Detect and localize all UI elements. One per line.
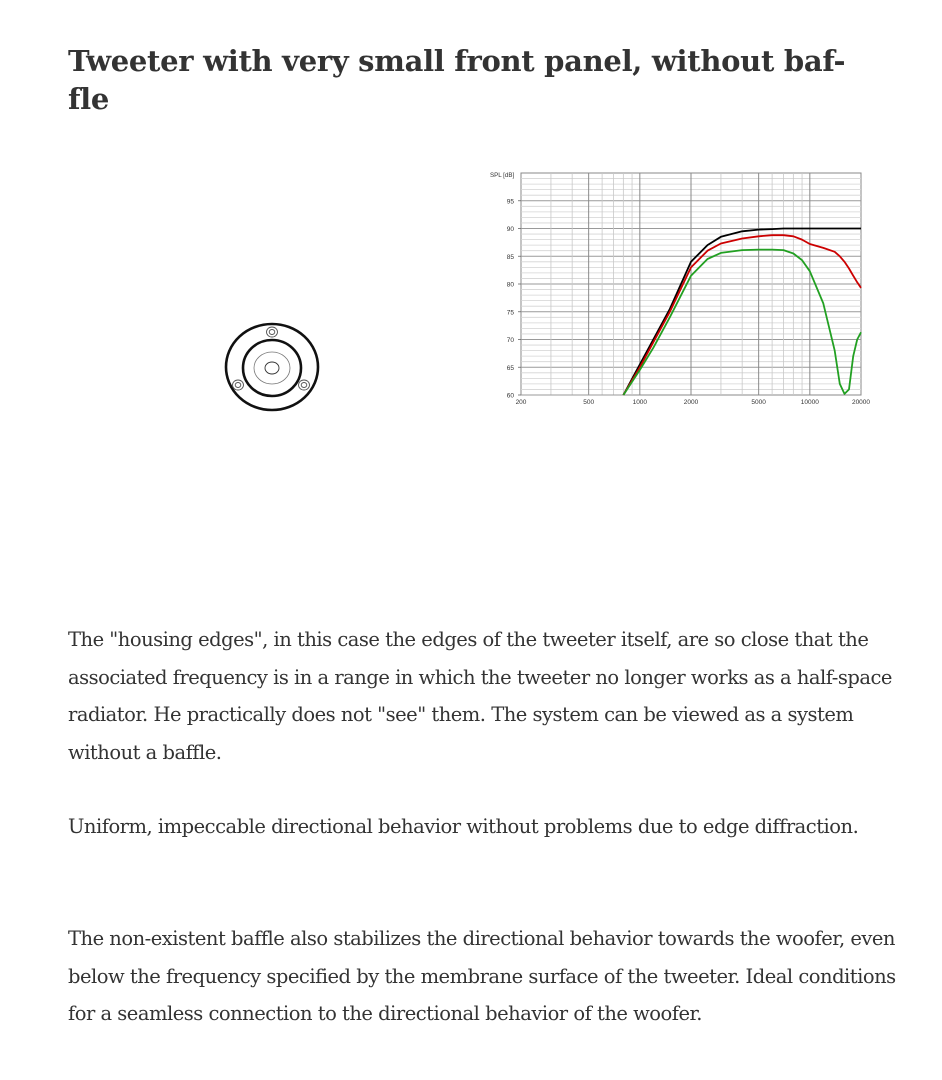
paragraph-2: Uniform, impeccable directional behavior without problems due to edge diffraction. xyxy=(68,815,859,838)
mounting-hole-top xyxy=(267,327,278,337)
svg-text:90: 90 xyxy=(506,226,514,233)
tweeter-icon xyxy=(110,160,440,580)
svg-text:60: 60 xyxy=(506,392,514,400)
svg-text:1000: 1000 xyxy=(632,399,648,406)
svg-text:20000: 20000 xyxy=(851,399,870,406)
svg-text:95: 95 xyxy=(506,198,514,206)
heading-line-1: Tweeter with very small front panel, without baf- xyxy=(68,44,846,78)
svg-text:SPL [dB]: SPL [dB] xyxy=(490,172,515,179)
svg-text:10000: 10000 xyxy=(800,399,819,406)
tweeter-front-view-figure xyxy=(110,160,440,580)
mounting-hole-right xyxy=(299,380,310,390)
svg-text:70: 70 xyxy=(506,337,514,344)
svg-text:75: 75 xyxy=(506,309,514,317)
spl-frequency-chart xyxy=(480,165,870,415)
mounting-hole-left xyxy=(233,380,244,390)
svg-text:500: 500 xyxy=(583,399,595,406)
svg-text:5000: 5000 xyxy=(751,399,766,406)
svg-text:2000: 2000 xyxy=(683,399,699,406)
svg-text:200: 200 xyxy=(515,399,527,406)
chart-canvas xyxy=(480,165,870,415)
article-heading xyxy=(68,42,878,118)
paragraph-3: The non-existent baffle also stabilizes the directional behavior towards the woofer, even below the frequency specified by the membrane surface of the tweeter. Ideal conditions for a seamless connection to the directional behavior of the woofer. xyxy=(68,927,896,1025)
svg-text:65: 65 xyxy=(506,364,514,372)
svg-text:80: 80 xyxy=(506,281,514,289)
svg-text:85: 85 xyxy=(506,253,514,261)
paragraph-1: The "housing edges", in this case the edges of the tweeter itself, are so close that the associated frequency is in a range in which the tweeter no longer works as a half-space radiator. He practically does not "see" them. The system can be viewed as a system without a baffle. xyxy=(68,628,892,764)
heading-line-2: fle xyxy=(68,82,110,116)
